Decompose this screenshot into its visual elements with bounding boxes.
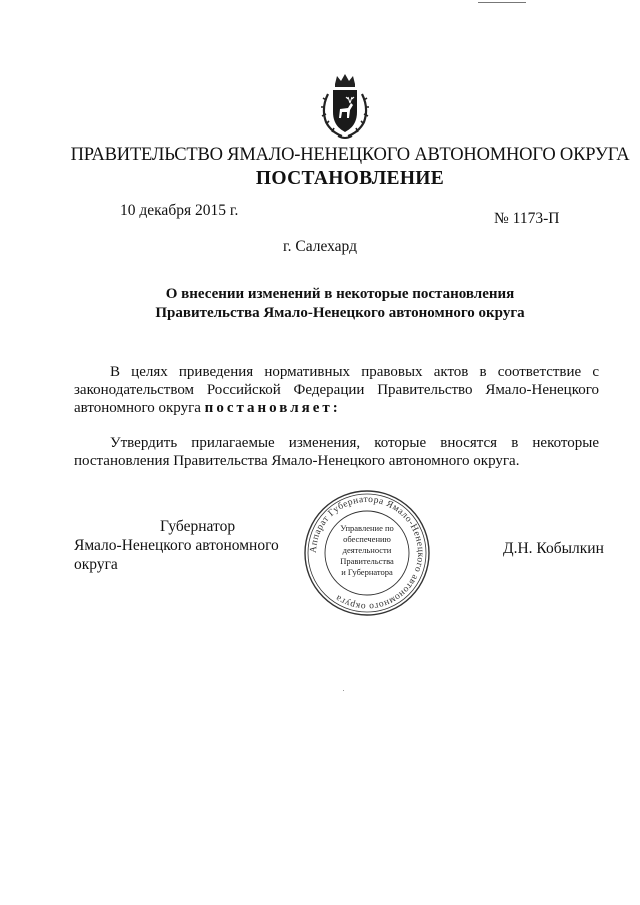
document-number: № 1173-П [494, 210, 560, 227]
paragraph-1-line-3 [74, 399, 599, 417]
scan-speck [343, 690, 344, 691]
body-paragraph-1 [74, 363, 599, 417]
document-title-line-2: Правительства Ямало-Ненецкого автономного округа [155, 304, 525, 321]
stamp-center-text [329, 523, 405, 578]
body-paragraph-2 [74, 434, 599, 470]
stamp-line-3: деятельности [342, 545, 392, 555]
signatory-region: Ямало-Ненецкого автономного округа [74, 537, 279, 573]
coat-of-arms-icon [318, 72, 372, 144]
resolution-word: постановляет: [204, 400, 341, 416]
paragraph-1-line-3-prefix: автономного округа [74, 400, 201, 416]
stamp-line-5: и Губернатора [341, 567, 393, 577]
document-date: 10 декабря 2015 г. [120, 202, 239, 219]
signatory-position: Губернатор [160, 518, 236, 535]
paragraph-2-line-2: постановления Правительства Ямало-Ненецкого автономного округа. [74, 453, 520, 469]
stamp-line-4: Правительства [340, 556, 394, 566]
government-name: ПРАВИТЕЛЬСТВО ЯМАЛО-НЕНЕЦКОГО АВТОНОМНОГО ОКРУГА [70, 145, 630, 165]
document-type: ПОСТАНОВЛЕНИЕ [255, 168, 445, 189]
paragraph-1-line-2: законодательством Российской Федерации Правительство Ямало-Ненецкого [74, 382, 599, 398]
paragraph-2-line-1: Утвердить прилагаемые изменения, которые вносятся в некоторые [110, 435, 599, 451]
document-city: г. Салехард [283, 238, 357, 255]
signatory-name: Д.Н. Кобылкин [503, 540, 604, 557]
signatory-title [74, 517, 324, 574]
stamp-line-1: Управление по [340, 523, 394, 533]
paragraph-1-line-1: В целях приведения нормативных правовых актов в соответствие с [110, 364, 599, 380]
stamp-ring-text: Аппарат Губернатора Ямало-Ненецкого автономного округа [308, 494, 426, 612]
top-rule [478, 2, 526, 3]
document-title-line-1: О внесении изменений в некоторые постановления [165, 286, 515, 302]
document-title [0, 285, 640, 322]
stamp-line-2: обеспечению [343, 534, 391, 544]
